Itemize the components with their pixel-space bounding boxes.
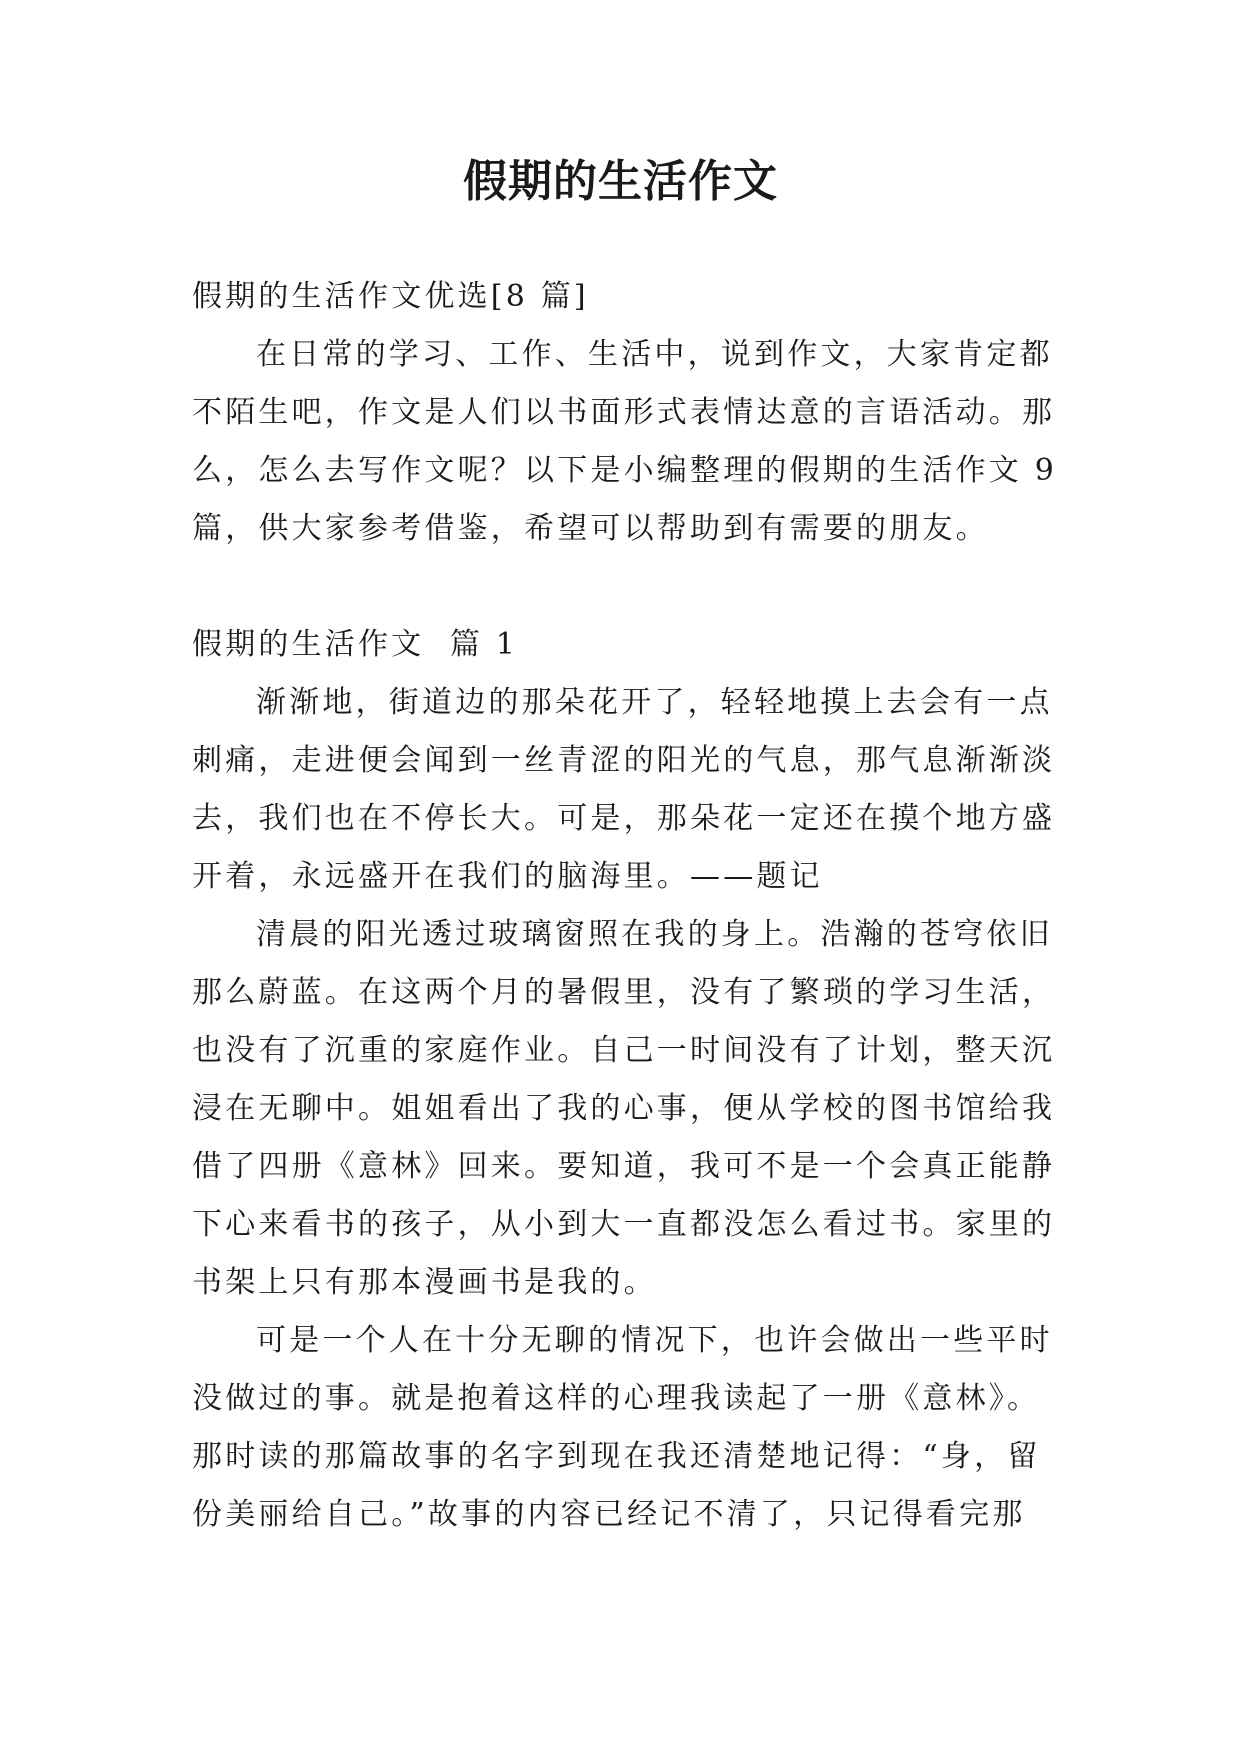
paragraph-line: 下心来看书的孩子，从小到大一直都没怎么看过书。家里的 xyxy=(192,1207,1056,1242)
paragraph-line: 渐渐地，街道边的那朵花开了，轻轻地摸上去会有一点 xyxy=(256,685,1053,720)
document-title: 假期的生活作文 xyxy=(463,156,778,207)
paragraph-line: 份美丽给自己。”故事的内容已经记不清了，只记得看完那 xyxy=(192,1497,1026,1532)
paragraph-line: 开着，永远盛开在我们的脑海里。——题记 xyxy=(192,859,823,894)
paragraph-line: 么，怎么去写作文呢？以下是小编整理的假期的生活作文 9 xyxy=(192,453,1058,488)
paragraph-line: 没做过的事。就是抱着这样的心理我读起了一册《意林》。 xyxy=(192,1381,1041,1416)
paragraph-line: 可是一个人在十分无聊的情况下，也许会做出一些平时 xyxy=(256,1323,1053,1358)
paragraph-line: 浸在无聊中。姐姐看出了我的心事，便从学校的图书馆给我 xyxy=(192,1091,1056,1126)
paragraph-line: 在日常的学习、工作、生活中，说到作文，大家肯定都 xyxy=(256,337,1053,372)
paragraph-line: 刺痛，走进便会闻到一丝青涩的阳光的气息，那气息渐渐淡 xyxy=(192,743,1056,778)
paragraph-line: 书架上只有那本漫画书是我的。 xyxy=(192,1265,657,1300)
paragraph-3 xyxy=(192,1312,1054,1544)
paragraph-1 xyxy=(192,674,1054,906)
paragraph-line: 清晨的阳光透过玻璃窗照在我的身上。浩瀚的苍穹依旧 xyxy=(256,917,1053,952)
paragraph-line: 借了四册《意林》回来。要知道，我可不是一个会真正能静 xyxy=(192,1149,1056,1184)
section-spacer xyxy=(192,558,1054,616)
paragraph-2 xyxy=(192,906,1054,1312)
paragraph-line: 那时读的那篇故事的名字到现在我还清楚地记得：“身，留 xyxy=(192,1439,1041,1474)
paragraph-line: 去，我们也在不停长大。可是，那朵花一定还在摸个地方盛 xyxy=(192,801,1056,836)
document-body xyxy=(192,268,1058,1544)
paragraph-line: 那么蔚蓝。在这两个月的暑假里，没有了繁琐的学习生活， xyxy=(192,975,1056,1010)
intro-paragraph xyxy=(192,326,1058,558)
document-subtitle: 假期的生活作文优选[8 篇] xyxy=(192,279,589,314)
paragraph-line: 也没有了沉重的家庭作业。自己一时间没有了计划，整天沉 xyxy=(192,1033,1056,1068)
paragraph-line: 篇，供大家参考借鉴，希望可以帮助到有需要的朋友。 xyxy=(192,511,989,546)
paragraph-line: 不陌生吧，作文是人们以书面形式表情达意的言语活动。那 xyxy=(192,395,1056,430)
section-heading: 假期的生活作文 篇 1 xyxy=(192,627,519,662)
